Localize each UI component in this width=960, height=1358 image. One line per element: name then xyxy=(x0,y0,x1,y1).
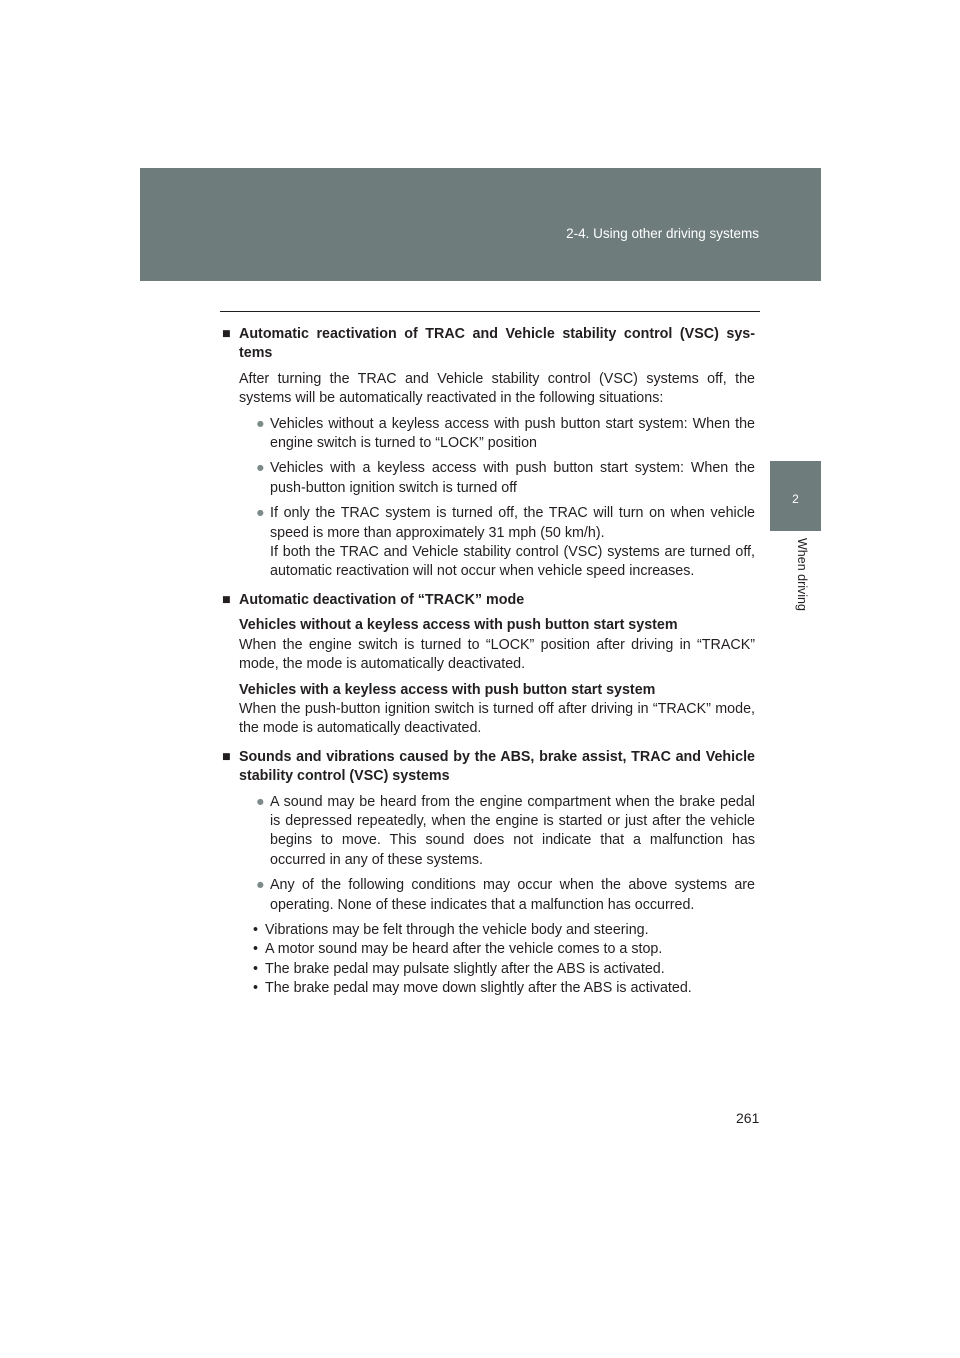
circle-bullet-icon: ● xyxy=(256,460,265,477)
list-item: ● A sound may be heard from the engine compartment when the brake pedal is depressed repeatedly, when the engine is started or just after the vehicle begins to move. This sound does not indicate that a malfunction has occurred in any of these systems. xyxy=(256,793,755,868)
section-heading: ■ Automatic reactivation of TRAC and Vehicle stability control (VSC) sys- tems xyxy=(222,326,755,362)
section-title: 2-4. Using other driving systems xyxy=(566,226,759,241)
header-rule xyxy=(220,311,760,312)
square-bullet-icon: ■ xyxy=(222,326,231,342)
list-item: ● If only the TRAC system is turned off, the TRAC will turn on when vehicle speed is more than approximately 31 mph (50 km/h). xyxy=(256,505,755,541)
subsection-text: When the push-button ignition switch is turned off after driving in “TRACK” mode, the mode is automatically deactivated. xyxy=(239,700,755,737)
chapter-tab xyxy=(770,461,821,531)
list-item: ● Any of the following conditions may occur when the above systems are operating. None of these indicates that a malfunction has occurred. xyxy=(256,877,755,913)
subsection-text: When the engine switch is turned to “LOCK” position after driving in “TRACK” mode, the mode is automatically deactivated. xyxy=(239,636,755,673)
list-item-continuation: If both the TRAC and Vehicle stability control (VSC) systems are turned off, automatic reactivation will not occur when vehicle speed increases. xyxy=(270,544,755,580)
page-content xyxy=(222,325,755,999)
list-item: ● Vehicles without a keyless access with push button start system: When the engine switch is turned to “LOCK” position xyxy=(256,415,755,452)
header-band xyxy=(140,168,821,281)
subsection-title: Vehicles without a keyless access with push button start system xyxy=(239,617,678,634)
square-bullet-icon: ■ xyxy=(222,591,231,608)
square-bullet-icon: ■ xyxy=(222,748,231,765)
dash-list-item: • A motor sound may be heard after the vehicle comes to a stop. xyxy=(253,941,663,958)
circle-bullet-icon: ● xyxy=(256,793,265,810)
subsection-title: Vehicles with a keyless access with push button start system xyxy=(239,681,656,698)
chapter-side-label: When driving xyxy=(795,538,809,611)
circle-bullet-icon: ● xyxy=(256,877,265,894)
dash-list-item: • The brake pedal may pulsate slightly after the ABS is activated. xyxy=(253,960,665,977)
section-intro: After turning the TRAC and Vehicle stability control (VSC) systems off, the systems will be automatically reactivated in the following situations: xyxy=(239,370,755,407)
list-item: ● Vehicles with a keyless access with push button start system: When the push-button ignition switch is turned off xyxy=(256,460,755,496)
section-heading: ■ Sounds and vibrations caused by the ABS, brake assist, TRAC and Vehicle stability control (VSC) systems xyxy=(222,748,755,785)
circle-bullet-icon: ● xyxy=(256,415,265,432)
dash-list-item: • The brake pedal may move down slightly after the ABS is activated. xyxy=(253,980,692,997)
page-number: 261 xyxy=(736,1110,760,1126)
chapter-tab-number: 2 xyxy=(792,492,799,506)
circle-bullet-icon: ● xyxy=(256,505,265,522)
dash-list-item: • Vibrations may be felt through the vehicle body and steering. xyxy=(253,921,649,938)
section-heading: ■ Automatic deactivation of “TRACK” mode xyxy=(222,591,755,610)
dash-list xyxy=(222,921,755,999)
